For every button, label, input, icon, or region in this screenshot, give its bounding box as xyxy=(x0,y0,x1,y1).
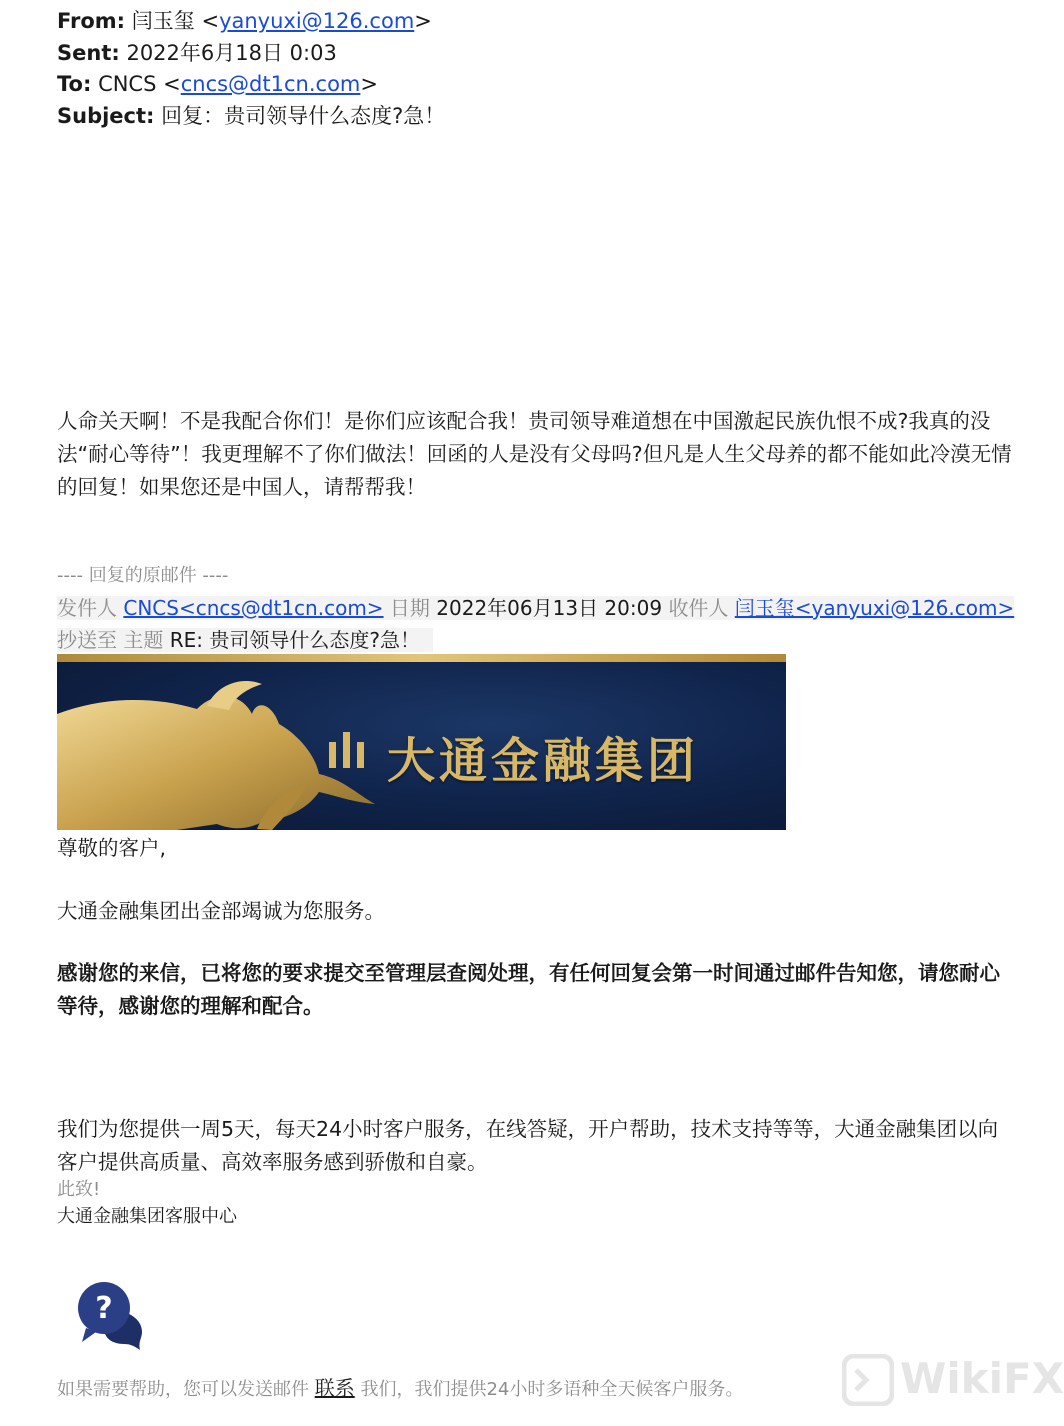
quoted-recipient-link[interactable]: 闫玉玺<yanyuxi@126.com> xyxy=(734,596,1015,620)
quoted-meta-line1 xyxy=(57,592,1014,624)
subject-line xyxy=(57,102,445,130)
quoted-sender-link[interactable]: CNCS<cncs@dt1cn.com> xyxy=(123,596,384,620)
quoted-meta-line2 xyxy=(57,624,433,656)
date-label: 日期 xyxy=(389,596,430,620)
watermark-logo-icon xyxy=(842,1354,894,1406)
footer-text-before: 如果需要帮助，您可以发送邮件 xyxy=(57,1379,315,1400)
reply-intro: 大通金融集团出金部竭诚为您服务。 xyxy=(57,899,385,923)
sent-line xyxy=(57,39,337,67)
company-banner xyxy=(57,654,786,830)
to-line: To: CNCS <cncs@dt1cn.com> xyxy=(57,72,378,96)
svg-text:?: ? xyxy=(95,1291,113,1326)
cc-label: 抄送至 xyxy=(57,628,117,652)
to-label: To: xyxy=(57,72,92,96)
reply-bold-notice: 感谢您的来信，已将您的要求提交至管理层查阅处理，有任何回复会第一时间通过邮件告知您，请您耐心等待，感谢您的理解和配合。 xyxy=(57,961,1000,1018)
question-chat-icon xyxy=(76,1280,148,1352)
quoted-subject: RE: 贵司领导什么态度?急！ xyxy=(169,628,420,652)
reply-signature: 大通金融集团客服中心 xyxy=(57,1206,237,1227)
reply-greeting: 尊敬的客户, xyxy=(57,836,167,860)
subject-value: 回复：贵司领导什么态度?急！ xyxy=(161,104,446,128)
from-line: From: 闫玉玺 <yanyuxi@126.com> xyxy=(57,9,432,33)
from-email-link[interactable]: yanyuxi@126.com xyxy=(219,9,415,33)
footer-text-after: 我们，我们提供24小时多语种全天候客户服务。 xyxy=(354,1379,744,1400)
contact-link[interactable]: 联系 xyxy=(314,1376,355,1400)
sender-label: 发件人 xyxy=(57,596,117,620)
from-name: 闫玉玺 xyxy=(131,9,202,33)
quoted-date: 2022年06月13日 20:09 xyxy=(436,596,663,620)
sent-value: 2022年6月18日 0:03 xyxy=(126,41,337,65)
to-name: CNCS xyxy=(98,72,164,96)
watermark xyxy=(842,1350,1064,1410)
to-email-link[interactable]: cncs@dt1cn.com xyxy=(180,72,361,96)
quoted-divider: ---- 回复的原邮件 ---- xyxy=(57,565,229,586)
sent-label: Sent: xyxy=(57,41,120,65)
reply-closing: 此致! xyxy=(57,1179,101,1200)
quoted-subject-label: 主题 xyxy=(123,628,164,652)
reply-service-text: 我们为您提供一周5天，每天24小时客户服务，在线答疑，开户帮助，技术支持等等，大通金融集团以向客户提供高质量、高效率服务感到骄傲和自豪。 xyxy=(57,1117,999,1174)
banner-brand-text: 大通金融集团 xyxy=(387,733,700,789)
recipient-label: 收件人 xyxy=(668,596,729,620)
from-label: From: xyxy=(57,9,126,33)
message-body: 人命关天啊！不是我配合你们！是你们应该配合我！贵司领导难道想在中国激起民族仇恨不成?我真的没法“耐心等待”！我更理解不了你们做法！回函的人是没有父母吗?但凡是人生父母养的都不能如此冷漠无情的回复！如果您还是中国人，请帮帮我！ xyxy=(57,409,1012,499)
watermark-text: WikiFX xyxy=(900,1354,1064,1403)
subject-label: Subject: xyxy=(57,104,155,128)
footer-help-text xyxy=(57,1374,743,1404)
brand-mark-icon xyxy=(325,728,371,774)
